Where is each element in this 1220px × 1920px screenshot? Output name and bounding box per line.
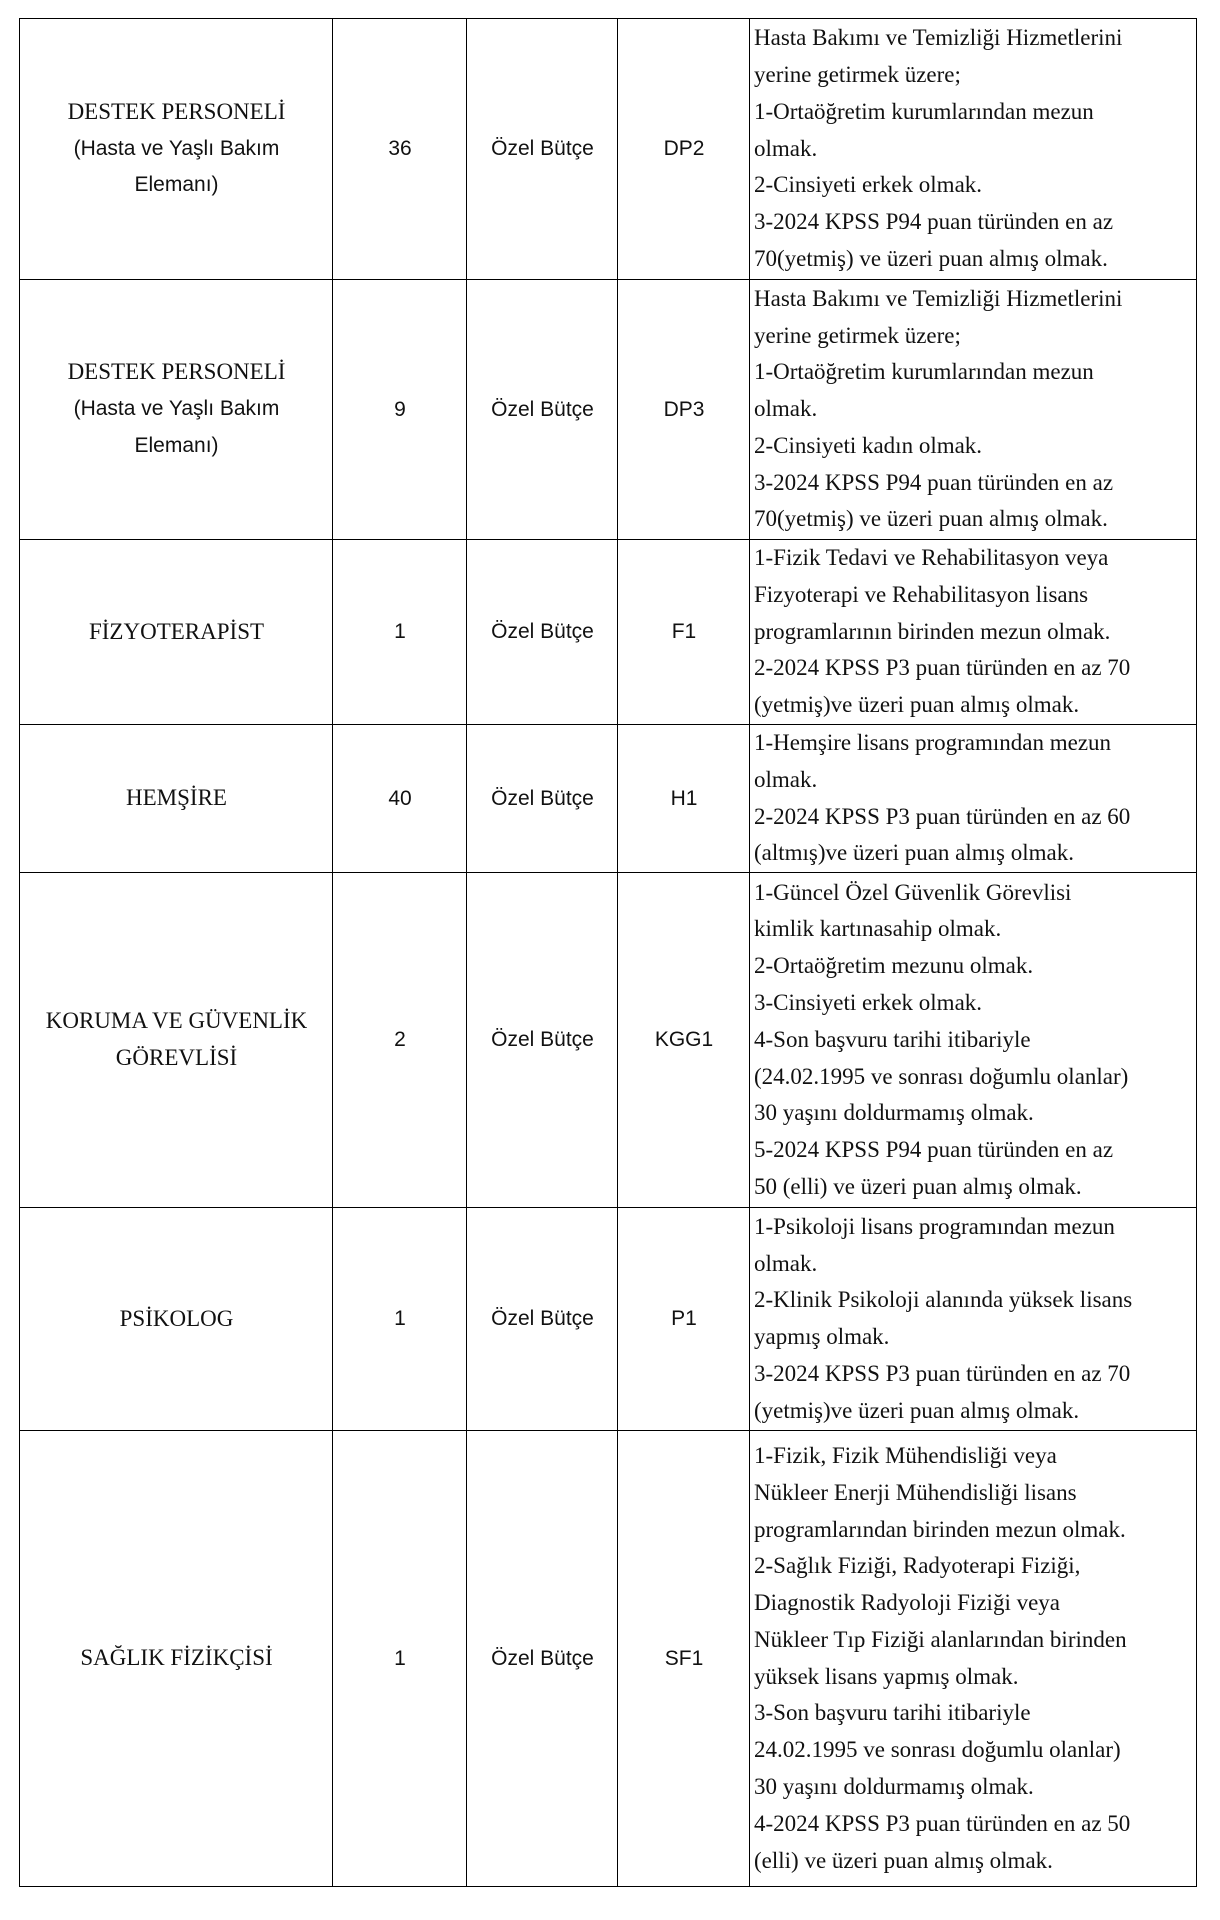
requirement-line: 50 (elli) ve üzeri puan almış olmak. (754, 1173, 1082, 1199)
requirement-line: (altmış)ve üzeri puan almış olmak. (754, 840, 1074, 866)
requirement-line: Hasta Bakımı ve Temizliği Hizmetlerini (754, 285, 1123, 311)
requirement-line: 4-2024 KPSS P3 puan türünden en az 50 (754, 1810, 1131, 1836)
position-cell (20, 1431, 333, 1887)
budget-type: Özel Bütçe (467, 280, 618, 540)
position-subtitle: (Hasta ve Yaşlı Bakım (73, 397, 280, 421)
table-row (20, 725, 1197, 873)
requirements-cell (750, 873, 1197, 1208)
requirement-line: olmak. (754, 135, 818, 161)
requirement-line: Diagnostik Radyoloji Fiziği veya (754, 1590, 1060, 1616)
table-row (20, 873, 1197, 1208)
requirement-line: 2-2024 KPSS P3 puan türünden en az 70 (754, 655, 1131, 681)
position-code: H1 (618, 725, 750, 873)
position-subtitle: Elemanı) (134, 433, 219, 457)
position-count: 9 (333, 280, 467, 540)
table-row (20, 1431, 1197, 1887)
budget-type: Özel Bütçe (467, 725, 618, 873)
requirement-line: kimlik kartınasahip olmak. (754, 916, 1002, 942)
position-title: DESTEK PERSONELİ (67, 359, 286, 385)
budget-type: Özel Bütçe (467, 1431, 618, 1887)
requirement-line: yüksek lisans yapmış olmak. (754, 1663, 1019, 1689)
position-title: SAĞLIK FİZİKÇİSİ (80, 1645, 273, 1671)
requirement-line: 4-Son başvuru tarihi itibariyle (754, 1026, 1031, 1052)
requirement-line: programlarından birinden mezun olmak. (754, 1516, 1126, 1542)
requirement-line: 3-Son başvuru tarihi itibariyle (754, 1700, 1031, 1726)
requirement-line: 1-Güncel Özel Güvenlik Görevlisi (754, 879, 1072, 905)
position-cell (20, 280, 333, 540)
requirements-cell (750, 1431, 1197, 1887)
requirement-line: 2-Sağlık Fiziği, Radyoterapi Fiziği, (754, 1553, 1081, 1579)
positions-table (19, 18, 1197, 1887)
position-cell (20, 540, 333, 725)
position-count: 40 (333, 725, 467, 873)
table-row (20, 280, 1197, 540)
position-count: 1 (333, 1431, 467, 1887)
requirement-line: Hasta Bakımı ve Temizliği Hizmetlerini (754, 25, 1123, 51)
requirements-cell (750, 280, 1197, 540)
position-count: 2 (333, 873, 467, 1208)
requirement-line: yapmış olmak. (754, 1324, 890, 1350)
position-cell (20, 873, 333, 1208)
requirement-line: olmak. (754, 396, 818, 422)
table-row (20, 19, 1197, 280)
table-row (20, 540, 1197, 725)
requirement-line: 30 yaşını doldurmamış olmak. (754, 1100, 1034, 1126)
table-row (20, 1208, 1197, 1431)
budget-type: Özel Bütçe (467, 540, 618, 725)
requirement-line: 1-Psikoloji lisans programından mezun (754, 1213, 1115, 1239)
requirement-line: 2-Ortaöğretim mezunu olmak. (754, 953, 1034, 979)
requirement-line: Nükleer Tıp Fiziği alanlarından birinden (754, 1626, 1127, 1652)
requirement-line: Nükleer Enerji Mühendisliği lisans (754, 1479, 1077, 1505)
requirement-line: 2-2024 KPSS P3 puan türünden en az 60 (754, 803, 1131, 829)
requirement-line: 70(yetmiş) ve üzeri puan almış olmak. (754, 245, 1108, 271)
requirement-line: yerine getirmek üzere; (754, 62, 961, 87)
requirement-line: 1-Hemşire lisans programından mezun (754, 730, 1112, 755)
requirement-line: 3-2024 KPSS P94 puan türünden en az (754, 469, 1114, 495)
position-title: FİZYOTERAPİST (88, 618, 265, 644)
requirement-line: 1-Ortaöğretim kurumlarından mezun (754, 98, 1094, 124)
position-code: KGG1 (618, 873, 750, 1208)
requirement-line: (24.02.1995 ve sonrası doğumlu olanlar) (754, 1063, 1129, 1089)
requirement-line: 2-Cinsiyeti erkek olmak. (754, 172, 983, 198)
requirements-cell (750, 1208, 1197, 1431)
requirement-line: yerine getirmek üzere; (754, 322, 961, 348)
requirement-line: olmak. (754, 1250, 818, 1276)
position-cell (20, 725, 333, 873)
position-code: SF1 (618, 1431, 750, 1887)
position-count: 1 (333, 1208, 467, 1431)
requirement-line: olmak. (754, 766, 818, 792)
budget-type: Özel Bütçe (467, 19, 618, 280)
position-subtitle: (Hasta ve Yaşlı Bakım (73, 136, 280, 160)
position-title: DESTEK PERSONELİ (67, 98, 286, 124)
requirement-line: 2-Cinsiyeti kadın olmak. (754, 432, 983, 458)
position-code: DP3 (618, 280, 750, 540)
position-code: F1 (618, 540, 750, 725)
requirements-cell (750, 725, 1197, 873)
requirements-cell (750, 540, 1197, 725)
position-code: DP2 (618, 19, 750, 280)
document-page (19, 18, 1196, 1887)
requirement-line: programlarının birinden mezun olmak. (754, 618, 1111, 644)
requirement-line: 24.02.1995 ve sonrası doğumlu olanlar) (754, 1737, 1121, 1763)
position-title: PSİKOLOG (119, 1305, 234, 1331)
requirement-line: 1-Fizik, Fizik Mühendisliği veya (754, 1442, 1057, 1468)
requirement-line: (yetmiş)ve üzeri puan almış olmak. (754, 1397, 1080, 1423)
requirement-line: 30 yaşını doldurmamış olmak. (754, 1774, 1034, 1800)
positions-table-body (20, 19, 1197, 1887)
position-title: KORUMA VE GÜVENLİK (45, 1008, 308, 1034)
requirement-line: 5-2024 KPSS P94 puan türünden en az (754, 1137, 1114, 1163)
requirement-line: (elli) ve üzeri puan almış olmak. (754, 1847, 1053, 1873)
requirement-line: 1-Ortaöğretim kurumlarından mezun (754, 359, 1094, 385)
position-title: GÖREVLİSİ (115, 1045, 238, 1071)
budget-type: Özel Bütçe (467, 873, 618, 1208)
requirement-line: 1-Fizik Tedavi ve Rehabilitasyon veya (754, 545, 1109, 570)
requirement-line: 3-2024 KPSS P3 puan türünden en az 70 (754, 1360, 1131, 1386)
requirement-line: 2-Klinik Psikoloji alanında yüksek lisans (754, 1287, 1133, 1313)
position-title: HEMŞİRE (126, 785, 227, 811)
position-code: P1 (618, 1208, 750, 1431)
requirement-line: 3-2024 KPSS P94 puan türünden en az (754, 209, 1114, 235)
position-count: 1 (333, 540, 467, 725)
position-cell (20, 19, 333, 280)
budget-type: Özel Bütçe (467, 1208, 618, 1431)
requirement-line: 3-Cinsiyeti erkek olmak. (754, 989, 983, 1015)
position-cell (20, 1208, 333, 1431)
requirement-line: Fizyoterapi ve Rehabilitasyon lisans (754, 581, 1089, 607)
position-subtitle: Elemanı) (134, 173, 219, 197)
requirement-line: 70(yetmiş) ve üzeri puan almış olmak. (754, 506, 1108, 532)
requirements-cell (750, 19, 1197, 280)
position-count: 36 (333, 19, 467, 280)
requirement-line: (yetmiş)ve üzeri puan almış olmak. (754, 692, 1080, 718)
